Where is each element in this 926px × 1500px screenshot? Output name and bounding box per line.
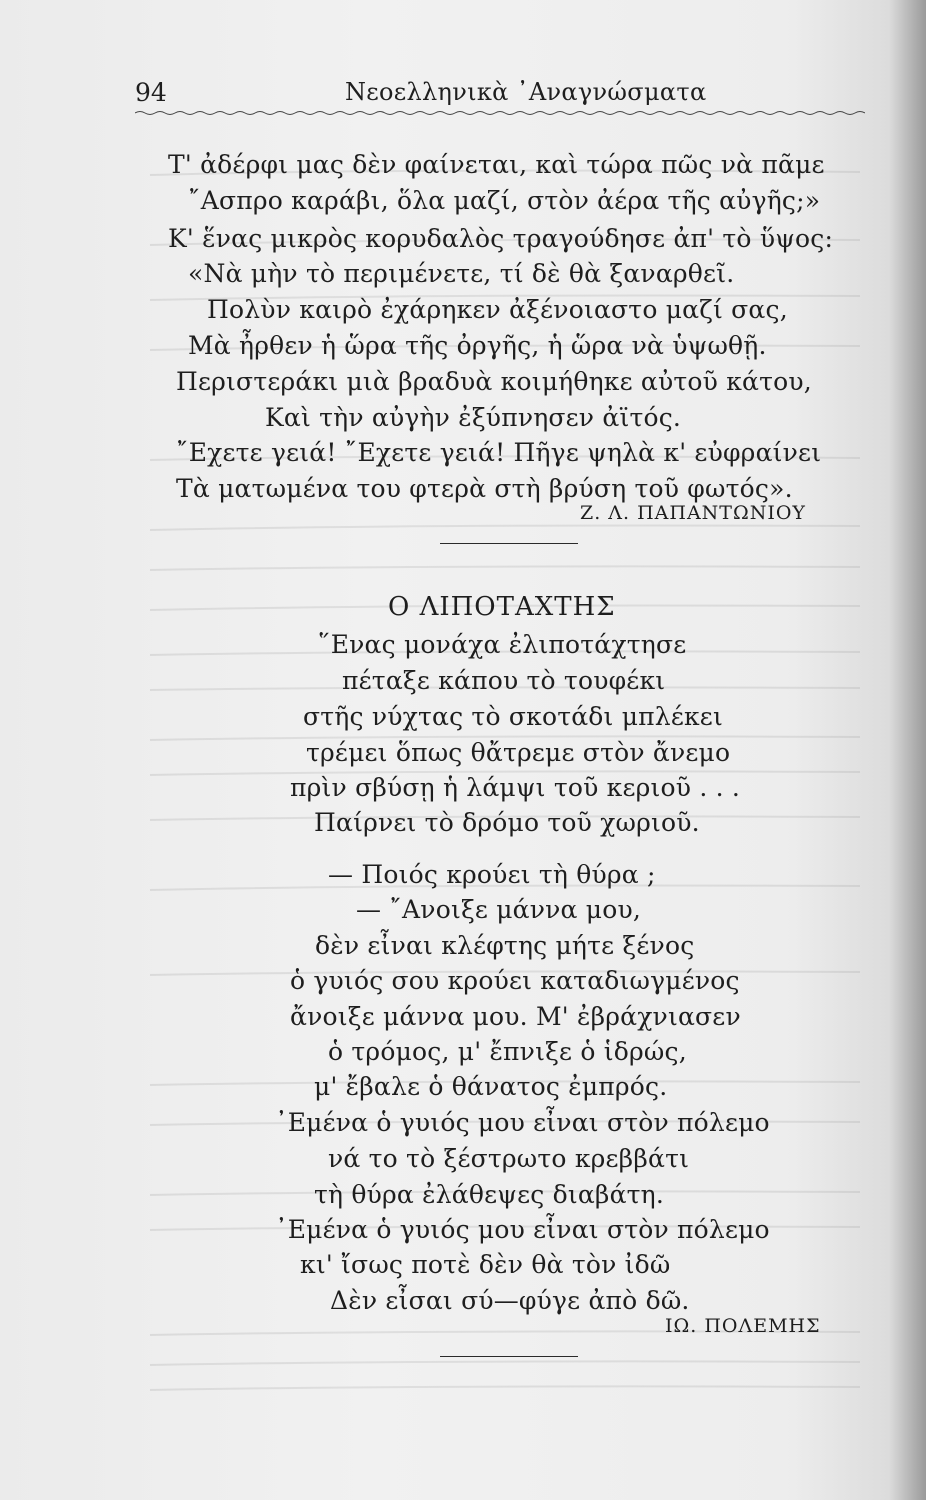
- poem2-line: Παίρνει τὸ δρόμο τοῦ χωριοῦ.: [314, 808, 700, 837]
- poem1-line: Πολὺν καιρὸ ἐχάρηκεν ἀξένοιαστο μαζί σας,: [207, 295, 788, 324]
- poem-title: Ο ΛΙΠΟΤΑΧΤΗΣ: [388, 592, 616, 622]
- poem2-line: ὁ τρόμος, μ' ἔπνιξε ὁ ἱδρώς,: [328, 1037, 687, 1066]
- poem2-line: — Ποιός κρούει τὴ θύρα ;: [328, 860, 656, 889]
- poem1-line: ῎Εχετε γειά! ῎Εχετε γειά! Πῆγε ψηλὰ κ' εὐφραίνει: [176, 438, 822, 467]
- poem2-line: κι' ἴσως ποτὲ δὲν θὰ τὸν ἰδῶ: [300, 1250, 671, 1279]
- author-signature: Ζ. Λ. ΠΑΠΑΝΤΩΝΙΟΥ: [580, 502, 806, 524]
- poem1-line: ῎Ασπρο καράβι, ὅλα μαζί, στὸν ἀέρα τῆς αὐγῆς;»: [188, 186, 821, 215]
- page-number: 94: [135, 78, 167, 107]
- poem2-line: ἄνοιξε μάννα μου. Μ' ἐβράχνιασεν: [290, 1002, 741, 1031]
- header-wavy-rule: [135, 110, 865, 118]
- poem2-line: ᾿Εμένα ὁ γυιός μου εἶναι στὸν πόλεμο: [275, 1215, 770, 1244]
- poem2-line: — ῎Ανοιξε μάννα μου,: [356, 895, 642, 924]
- poem1-line: Κ' ἕνας μικρὸς κορυδαλὸς τραγούδησε ἀπ' τὸ ὕψος:: [168, 224, 834, 253]
- poem1-line: Τὰ ματωμένα του φτερὰ στὴ βρύση τοῦ φωτός».: [176, 474, 793, 503]
- poem2-line: στῆς νύχτας τὸ σκοτάδι μπλέκει: [303, 702, 723, 731]
- poem2-line: πρὶν σβύσῃ ἡ λάμψι τοῦ κεριοῦ . . .: [290, 773, 741, 802]
- poem1-line: Περιστεράκι μιὰ βραδυὰ κοιμήθηκε αὐτοῦ κάτου,: [176, 367, 812, 396]
- section-divider: [440, 543, 578, 544]
- poem2-line: νά το τὸ ξέστρωτο κρεββάτι: [328, 1144, 690, 1173]
- poem1-line: Μὰ ἦρθεν ἡ ὥρα τῆς ὀργῆς, ἡ ὥρα νὰ ὑψωθῇ.: [188, 331, 767, 360]
- poem2-line: Δὲν εἶσαι σύ—φύγε ἀπὸ δῶ.: [330, 1286, 690, 1315]
- poem2-line: μ' ἔβαλε ὁ θάνατος ἐμπρός.: [314, 1072, 668, 1101]
- poem1-line: «Νὰ μὴν τὸ περιμένετε, τί δὲ θὰ ξαναρθεῖ.: [188, 259, 735, 288]
- running-title: Νεοελληνικὰ ᾿Αναγνώσματα: [345, 78, 707, 106]
- poem2-line: ὁ γυιός σου κρούει καταδιωγμένος: [290, 966, 740, 995]
- section-divider: [440, 1356, 578, 1357]
- poem1-line: Τ' ἀδέρφι μας δὲν φαίνεται, καὶ τώρα πῶς νὰ πᾶμε: [168, 150, 825, 179]
- page-header: [135, 78, 865, 108]
- poem2-line: δὲν εἶναι κλέφτης μήτε ξένος: [315, 931, 695, 960]
- poem2-line: ᾿Εμένα ὁ γυιός μου εἶναι στὸν πόλεμο: [275, 1108, 770, 1137]
- poem2-line: ῞Ενας μονάχα ἐλιποτάχτησε: [318, 630, 687, 659]
- poem2-line: πέταξε κάπου τὸ τουφέκι: [342, 666, 666, 695]
- poem2-line: τὴ θύρα ἐλάθεψες διαβάτη.: [314, 1180, 665, 1209]
- poem1-line: Καὶ τὴν αὐγὴν ἐξύπνησεν ἀϊτός.: [265, 403, 682, 432]
- author-signature: ΙΩ. ΠΟΛΕΜΗΣ: [665, 1315, 821, 1337]
- poem2-line: τρέμει ὅπως θἄτρεμε στὸν ἄνεμο: [306, 738, 731, 767]
